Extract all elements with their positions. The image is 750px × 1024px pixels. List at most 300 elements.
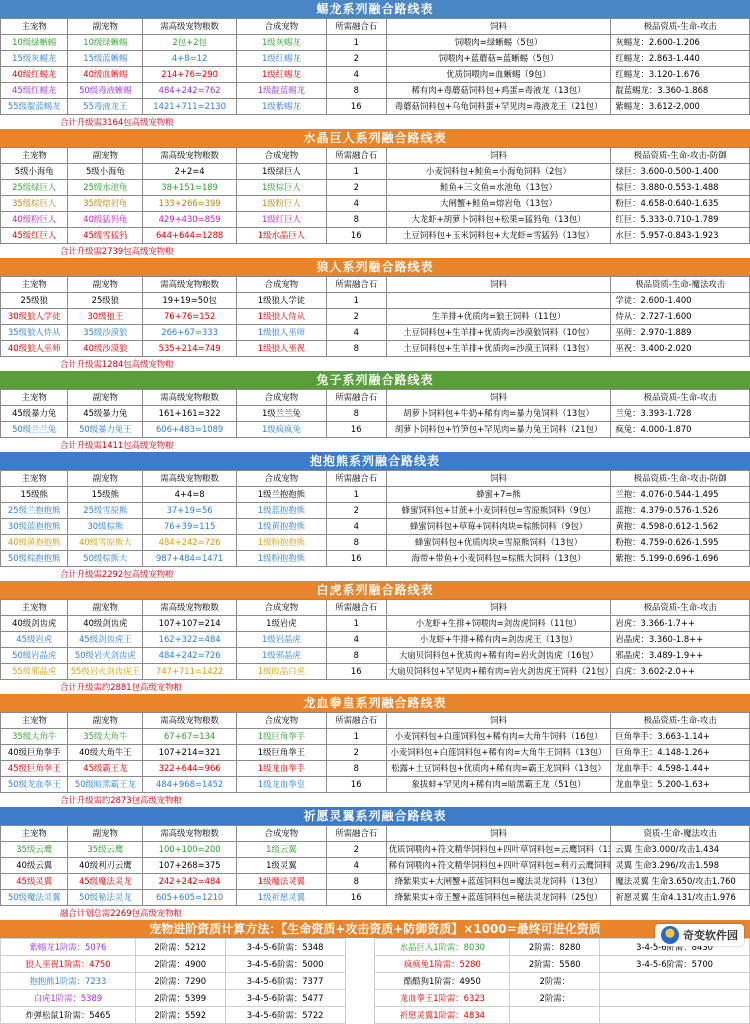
cell-quality: 水巨：5.957-0.843-1.923 — [611, 228, 750, 244]
cell-main: 35级狼人侍从 — [1, 325, 68, 341]
section-title: 水晶巨人系列融合路线表 — [0, 129, 750, 147]
cell-sub: 25级雪原熊 — [68, 503, 143, 519]
cell-result: 1级疯疯兔 — [236, 422, 326, 438]
cell-feed: 大扇贝饲料包+优质肉+稀有肉=岩火剑齿虎（16包） — [386, 648, 611, 664]
cell-stones: 16 — [326, 551, 386, 567]
table-row — [1, 648, 750, 664]
header-result-pet: 合成宠物 — [236, 471, 326, 487]
cell-feed: 饲喂肉+蓝蘑菇=蓝蜥蜴（5包） — [386, 51, 611, 67]
cell-result: 1级蓝抱抱熊 — [236, 503, 326, 519]
cell-sub: 25级水池龟 — [68, 180, 143, 196]
cell-quality: 邪晶虎：3.489-1.9++ — [611, 648, 750, 664]
advance-row — [1, 939, 750, 956]
advance-left-c: 3-4-5-6阶需：5000 — [225, 956, 345, 973]
header-food-needed: 需高级宠物粮数 — [143, 148, 237, 164]
table-row — [1, 519, 750, 535]
header-stones: 所需融合石 — [326, 600, 386, 616]
cell-main: 25级绿巨人 — [1, 180, 68, 196]
advance-right-b — [510, 1007, 600, 1024]
table-row — [1, 616, 750, 632]
cell-stones: 16 — [326, 664, 386, 680]
cell-main: 10级绿蜥蜴 — [1, 35, 68, 51]
table-row — [1, 422, 750, 438]
header-stones: 所需融合石 — [326, 713, 386, 729]
fusion-table — [0, 18, 750, 115]
advance-spacer — [345, 990, 375, 1007]
cell-food: 162+322=484 — [143, 632, 237, 648]
cell-food: 484+242=726 — [143, 535, 237, 551]
cell-quality: 紫抱：5.199-0.696-1.696 — [611, 551, 750, 567]
table-header-row — [1, 390, 750, 406]
advance-right-c — [600, 1007, 750, 1024]
cell-result: 1级粉抱抱熊 — [236, 551, 326, 567]
cell-sub: 55级岩火剑齿虎王 — [68, 664, 143, 680]
table-row — [1, 777, 750, 793]
table-row — [1, 83, 750, 99]
header-quality: 资质-生命-魔法攻击 — [611, 826, 750, 842]
header-result-pet: 合成宠物 — [236, 148, 326, 164]
cell-sub: 40级雪原熊大 — [68, 535, 143, 551]
header-main-pet: 主宠物 — [1, 148, 68, 164]
header-sub-pet: 副宠物 — [68, 600, 143, 616]
advance-left-c: 3-4-5-6阶需：5348 — [225, 939, 345, 956]
cell-feed: 稀有饲喂肉+符文精华饲料包+四叶草饲料包=利刃云鹰饲料 — [386, 858, 611, 874]
cell-food: 100+100=200 — [143, 842, 237, 858]
cell-feed: 土豆饲料包+玉米饲料包+大龙虾=雪猛犸（13包） — [386, 228, 611, 244]
cell-stones: 8 — [326, 341, 386, 357]
section-title: 龙血拳皇系列融合路线表 — [0, 694, 750, 712]
cell-sub: 40级沙漠狼 — [68, 341, 143, 357]
cell-stones: 4 — [326, 325, 386, 341]
cell-food: 535+214=749 — [143, 341, 237, 357]
advance-row — [1, 990, 750, 1007]
table-header-row — [1, 19, 750, 35]
cell-quality: 魔法灵翼 生命3.650/攻击1.760 — [611, 874, 750, 890]
cell-feed: 蜂蜜+7=熊 — [386, 487, 611, 503]
table-row — [1, 503, 750, 519]
advance-right-a: 水晶巨人1阶需：8030 — [375, 939, 510, 956]
advance-left-b: 2阶需：5592 — [135, 1007, 225, 1024]
table-row — [1, 325, 750, 341]
table-row — [1, 632, 750, 648]
cell-sub: 15级蓝蜥蜴 — [68, 51, 143, 67]
cell-main: 50级兰兰兔 — [1, 422, 68, 438]
table-row — [1, 164, 750, 180]
cell-sub: 40级血蜥蜴 — [68, 67, 143, 83]
cell-quality: 兰兔：3.393-1.728 — [611, 406, 750, 422]
cell-stones: 1 — [326, 35, 386, 51]
cell-stones: 8 — [326, 648, 386, 664]
advance-spacer — [345, 939, 375, 956]
table-row — [1, 341, 750, 357]
cell-feed: 大闸蟹+鲑鱼=熔岩龟（13包） — [386, 196, 611, 212]
cell-sub: 45级雪猛犸 — [68, 228, 143, 244]
table-header-row — [1, 277, 750, 293]
header-result-pet: 合成宠物 — [236, 19, 326, 35]
header-sub-pet: 副宠物 — [68, 826, 143, 842]
cell-main: 45级暴力兔 — [1, 406, 68, 422]
header-quality: 极品资质-生命-攻击 — [611, 390, 750, 406]
advance-left-b: 2阶需：5399 — [135, 990, 225, 1007]
cell-food: 747+711=1422 — [143, 664, 237, 680]
cell-main: 45级灵翼 — [1, 874, 68, 890]
cell-result: 1级灰蜴龙 — [236, 35, 326, 51]
header-sub-pet: 副宠物 — [68, 148, 143, 164]
cell-quality: 蓝抱：4.379-0.576-1.526 — [611, 503, 750, 519]
cell-stones: 1 — [326, 487, 386, 503]
advance-left-c: 3-4-5-6阶需：7377 — [225, 973, 345, 990]
cell-result: 1级红蜴龙 — [236, 67, 326, 83]
cell-result: 1级岩晶虎 — [236, 632, 326, 648]
cell-stones: 1 — [326, 616, 386, 632]
cell-result: 1级云翼 — [236, 842, 326, 858]
cell-quality: 龙血拳皇：5.200-1.63+ — [611, 777, 750, 793]
cell-feed: 象拔蚌+罕见肉+稀有肉=暗黑霸王龙（51包） — [386, 777, 611, 793]
cell-food: 322+644=966 — [143, 761, 237, 777]
cell-quality: 巨角拳手：3.663-1.14+ — [611, 729, 750, 745]
table-row — [1, 228, 750, 244]
fusion-table — [0, 147, 750, 244]
table-row — [1, 842, 750, 858]
cell-quality: 兰抱：4.076-0.544-1.495 — [611, 487, 750, 503]
header-sub-pet: 副宠物 — [68, 713, 143, 729]
table-header-row — [1, 826, 750, 842]
header-feed: 饲料 — [386, 390, 611, 406]
cell-quality: 龙血拳手：4.598-1.44+ — [611, 761, 750, 777]
header-result-pet: 合成宠物 — [236, 390, 326, 406]
cell-result: 1级巨角拳手 — [236, 729, 326, 745]
cell-food: 107+268=375 — [143, 858, 237, 874]
header-food-needed: 需高级宠物粮数 — [143, 19, 237, 35]
cell-food: 37+19=56 — [143, 503, 237, 519]
cell-main: 50级魔法灵翼 — [1, 890, 68, 906]
section-title: 蜴龙系列融合路线表 — [0, 0, 750, 18]
section-total: 合计升级需2292包高级宠物粮 — [0, 567, 750, 581]
table-row — [1, 858, 750, 874]
cell-feed: 蜂蜜饲料包+甘蔗+小麦饲料包=雪原熊饲料（9包） — [386, 503, 611, 519]
cell-feed: 小龙虾+牛排+稀有肉=剑齿虎王（13包） — [386, 632, 611, 648]
fusion-table — [0, 712, 750, 793]
cell-stones: 1 — [326, 164, 386, 180]
cell-result: 1级紫蜴龙 — [236, 99, 326, 115]
cell-quality: 祈愿灵翼 生命4.131/攻击1.976 — [611, 890, 750, 906]
cell-quality: 学徒：2.600-1.400 — [611, 293, 750, 309]
cell-result: 1级粉抱抱熊 — [236, 535, 326, 551]
header-stones: 所需融合石 — [326, 390, 386, 406]
cell-sub: 40级大角牛王 — [68, 745, 143, 761]
cell-main: 25级兰抱抱熊 — [1, 503, 68, 519]
header-main-pet: 主宠物 — [1, 390, 68, 406]
header-quality: 极品资质-生命-攻击-防御 — [611, 471, 750, 487]
table-row — [1, 761, 750, 777]
header-quality: 极品资质-生命-魔法攻击 — [611, 277, 750, 293]
table-row — [1, 664, 750, 680]
section-total: 融合计划总需2269包高级宠物粮 — [0, 906, 750, 920]
table-header-row — [1, 713, 750, 729]
header-sub-pet: 副宠物 — [68, 277, 143, 293]
cell-stones: 8 — [326, 212, 386, 228]
cell-quality: 灵翼 生命3.296/攻击1.598 — [611, 858, 750, 874]
cell-result: 1级兰抱抱熊 — [236, 487, 326, 503]
cell-food: 76+76=152 — [143, 309, 237, 325]
cell-food: 606+483=1089 — [143, 422, 237, 438]
header-sub-pet: 副宠物 — [68, 19, 143, 35]
cell-quality: 紫蜴龙：3.612-2.000 — [611, 99, 750, 115]
cell-food: 987+484=1471 — [143, 551, 237, 567]
cell-quality: 红蜴龙：2.863-1.440 — [611, 51, 750, 67]
cell-food: 67+67=134 — [143, 729, 237, 745]
cell-food: 76+39=115 — [143, 519, 237, 535]
cell-feed: 毒蘑菇饲料包+乌龟饲料蛋+罕见肉=毒液龙王（21包） — [386, 99, 611, 115]
header-stones: 所需融合石 — [326, 471, 386, 487]
cell-quality: 侍从：2.727-1.600 — [611, 309, 750, 325]
cell-result: 1级红巨人 — [236, 212, 326, 228]
table-row — [1, 35, 750, 51]
cell-stones: 4 — [326, 632, 386, 648]
header-food-needed: 需高级宠物粮数 — [143, 390, 237, 406]
table-row — [1, 99, 750, 115]
cell-quality: 云翼 生命3.000/攻击1.434 — [611, 842, 750, 858]
cell-sub: 50级暗黑霸王龙 — [68, 777, 143, 793]
cell-feed: 海带+带鱼+小麦饲料包=棕熊大饲料（13包） — [386, 551, 611, 567]
cell-stones: 16 — [326, 777, 386, 793]
table-row — [1, 180, 750, 196]
advance-left-a: 炸弹松鼠1阶需：5465 — [1, 1007, 136, 1024]
fusion-table — [0, 470, 750, 567]
advance-right-b: 2阶需：5580 — [510, 956, 600, 973]
advance-right-a: 祈愿灵翼1阶需：4834 — [375, 1007, 510, 1024]
table-row — [1, 406, 750, 422]
section-total: 合计升级需2739包高级宠物粮 — [0, 244, 750, 258]
advance-left-b: 2阶需：5212 — [135, 939, 225, 956]
cell-food: 429+430=859 — [143, 212, 237, 228]
cell-sub: 50级秘法灵龙 — [68, 890, 143, 906]
section-title: 狼人系列融合路线表 — [0, 258, 750, 276]
cell-sub: 50级暴力兔王 — [68, 422, 143, 438]
advance-right-b: 2阶需： — [510, 973, 600, 990]
cell-result: 1级狼人巫祝 — [236, 341, 326, 357]
cell-quality: 黄抱：4.598-0.612-1.562 — [611, 519, 750, 535]
watermark-text: 奇变软件园 — [683, 927, 738, 943]
advance-right-c: 3-4-5-6阶需：8430 — [600, 939, 750, 956]
cell-main: 35级云鹰 — [1, 842, 68, 858]
cell-sub: 45级剑齿虎王 — [68, 632, 143, 648]
advance-right-c — [600, 973, 750, 990]
header-feed: 饲料 — [386, 19, 611, 35]
cell-stones: 8 — [326, 874, 386, 890]
cell-sub: 55毒液龙王 — [68, 99, 143, 115]
cell-quality: 粉抱：4.759-0.626-1.595 — [611, 535, 750, 551]
cell-sub: 45级霸王龙 — [68, 761, 143, 777]
table-row — [1, 890, 750, 906]
table-header-row — [1, 148, 750, 164]
header-stones: 所需融合石 — [326, 277, 386, 293]
cell-feed: 土豆饲料包+生羊排+优质肉=沙漠王饲料（13包） — [386, 341, 611, 357]
cell-sub: 40级剑齿虎 — [68, 616, 143, 632]
cell-feed: 胡萝卜饲料包+牛奶+稀有肉=暴力兔饲料（13包） — [386, 406, 611, 422]
advance-right-a: 疯疯兔1阶需：5280 — [375, 956, 510, 973]
advance-left-a: 抱抱熊1阶需：7233 — [1, 973, 136, 990]
cell-main: 35级棕巨人 — [1, 196, 68, 212]
cell-food: 214+76=290 — [143, 67, 237, 83]
cell-sub: 30级棕熊 — [68, 519, 143, 535]
footer-title: 宠物进阶资质计算方法：【生命资质+攻击资质+防御资质】×1000=最终可进化资质 — [0, 920, 750, 938]
cell-stones: 2 — [326, 842, 386, 858]
table-row — [1, 51, 750, 67]
header-stones: 所需融合石 — [326, 148, 386, 164]
advance-right-c: 3-4-5-6阶需：5700 — [600, 956, 750, 973]
advance-right-c — [600, 990, 750, 1007]
section-total: 合计升级需3164包高级宠物粮 — [0, 115, 750, 129]
header-food-needed: 需高级宠物粮数 — [143, 713, 237, 729]
table-row — [1, 196, 750, 212]
cell-sub: 35级云鹰 — [68, 842, 143, 858]
cell-stones: 8 — [326, 761, 386, 777]
cell-main: 40级粉巨人 — [1, 212, 68, 228]
cell-sub: 35级熔岩龟 — [68, 196, 143, 212]
cell-stones: 2 — [326, 180, 386, 196]
header-food-needed: 需高级宠物粮数 — [143, 826, 237, 842]
header-main-pet: 主宠物 — [1, 600, 68, 616]
table-row — [1, 212, 750, 228]
cell-quality: 灰蜴龙：2.600-1.206 — [611, 35, 750, 51]
cell-result: 1级龙血拳皇 — [236, 777, 326, 793]
header-result-pet: 合成宠物 — [236, 600, 326, 616]
cell-sub: 15级熊 — [68, 487, 143, 503]
header-main-pet: 主宠物 — [1, 713, 68, 729]
cell-stones: 16 — [326, 890, 386, 906]
cell-stones: 1 — [326, 293, 386, 309]
cell-quality: 粉巨：4.658-0.640-1.635 — [611, 196, 750, 212]
cell-feed: 土豆饲料包+生羊排+优质肉=沙漠狼饲料（10包） — [386, 325, 611, 341]
cell-food: 605+605=1210 — [143, 890, 237, 906]
cell-result: 1级邪晶虎 — [236, 648, 326, 664]
cell-food: 2包+2包 — [143, 35, 237, 51]
cell-feed: 稀有肉+毒蘑菇饲料包+鸡蛋=毒液龙（13包） — [386, 83, 611, 99]
header-feed: 饲料 — [386, 471, 611, 487]
advance-left-c: 3-4-5-6阶需：5722 — [225, 1007, 345, 1024]
advance-right-b: 2阶需： — [510, 990, 600, 1007]
cell-sub: 40级猛犸龟 — [68, 212, 143, 228]
cell-food: 266+67=333 — [143, 325, 237, 341]
watermark — [655, 924, 744, 946]
cell-result: 1级红蜴龙 — [236, 51, 326, 67]
cell-main: 45级岩虎 — [1, 632, 68, 648]
cell-sub: 10级绿蜥蜴 — [68, 35, 143, 51]
cell-stones: 16 — [326, 228, 386, 244]
cell-feed: 大扇贝饲料包+罕见肉+稀有肉=岩火剑齿虎王饲料（21包） — [386, 664, 611, 680]
cell-main: 40级黄抱抱熊 — [1, 535, 68, 551]
section-title: 兔子系列融合路线表 — [0, 371, 750, 389]
header-stones: 所需融合石 — [326, 826, 386, 842]
cell-main: 45级巨角拳王 — [1, 761, 68, 777]
cell-feed: 绛紫果实+帝王蟹+蓝莲饲料包=秘法灵龙饲料（25包） — [386, 890, 611, 906]
cell-quality: 巨角拳王：4.148-1.26+ — [611, 745, 750, 761]
table-row — [1, 729, 750, 745]
table-row — [1, 551, 750, 567]
cell-result: 1级魔法灵翼 — [236, 874, 326, 890]
cell-sub: 40级利刃云鹰 — [68, 858, 143, 874]
table-row — [1, 874, 750, 890]
section-total: 合计升级需约2881包高级宠物粮 — [0, 680, 750, 694]
cell-quality: 巫师：2.970-1.889 — [611, 325, 750, 341]
cell-quality: 疯兔：4.000-1.870 — [611, 422, 750, 438]
cell-feed: 小麦饲料包+白莲饲料包+稀有肉=大角牛饲料（16包） — [386, 729, 611, 745]
cell-main: 30级蓝抱抱熊 — [1, 519, 68, 535]
section-title: 祈愿灵翼系列融合路线表 — [0, 807, 750, 825]
advance-left-a: 白虎1阶需：5389 — [1, 990, 136, 1007]
cell-result: 1级棕巨人 — [236, 180, 326, 196]
header-main-pet: 主宠物 — [1, 19, 68, 35]
cell-stones: 2 — [326, 503, 386, 519]
header-result-pet: 合成宠物 — [236, 277, 326, 293]
cell-quality: 绿巨：3.600-0.500-1.400 — [611, 164, 750, 180]
cell-sub: 35级大角牛 — [68, 729, 143, 745]
cell-main: 30级狼人学徒 — [1, 309, 68, 325]
cell-feed: 大龙虾+胡萝卜饲料包+松果=猛犸龟（13包） — [386, 212, 611, 228]
cell-main: 15级熊 — [1, 487, 68, 503]
cell-quality: 白虎：3.602-2.0++ — [611, 664, 750, 680]
header-feed: 饲料 — [386, 826, 611, 842]
fusion-table — [0, 276, 750, 357]
cell-food: 1421+711=2130 — [143, 99, 237, 115]
cell-food: 4+8=12 — [143, 51, 237, 67]
header-feed: 饲料 — [386, 277, 611, 293]
cell-food: 107+214=321 — [143, 745, 237, 761]
cell-result: 1级祈愿灵翼 — [236, 890, 326, 906]
section-total: 合计升级需1411包高级宠物粮 — [0, 438, 750, 452]
section-total: 合计升级需约2873包高级宠物粮 — [0, 793, 750, 807]
table-row — [1, 487, 750, 503]
cell-sub: 50级毒液蜥蜴 — [68, 83, 143, 99]
cell-feed: 优质饲喂肉+符文精华饲料包+四叶草饲料包=云鹰饲料（13包） — [386, 842, 611, 858]
cell-stones: 4 — [326, 519, 386, 535]
cell-feed: 小龙虾+生排+饲喂肉=剑齿虎饲料（11包） — [386, 616, 611, 632]
header-quality: 极品资质-生命-攻击-防御 — [611, 148, 750, 164]
cell-stones: 2 — [326, 745, 386, 761]
cell-feed: 蜂蜜饲料包+草莓+饲料肉块=棕熊饲料（9包） — [386, 519, 611, 535]
table-header-row — [1, 600, 750, 616]
header-food-needed: 需高级宠物粮数 — [143, 277, 237, 293]
cell-food: 107+107=214 — [143, 616, 237, 632]
cell-stones: 8 — [326, 406, 386, 422]
cell-result: 1级狼人学徒 — [236, 293, 326, 309]
cell-main: 50级龙血拳王 — [1, 777, 68, 793]
cell-stones: 16 — [326, 99, 386, 115]
table-row — [1, 293, 750, 309]
cell-food: 484+968=1452 — [143, 777, 237, 793]
advance-spacer — [345, 1007, 375, 1024]
header-quality: 极品资质-生命-攻击 — [611, 713, 750, 729]
header-main-pet: 主宠物 — [1, 277, 68, 293]
cell-quality: 岩虎：3.366-1.7++ — [611, 616, 750, 632]
cell-feed: 松露+土豆饲料包+优质肉+稀有肉=霸王龙饲料（13包） — [386, 761, 611, 777]
cell-result: 1级水晶巨人 — [236, 228, 326, 244]
cell-main: 40级狼人巫师 — [1, 341, 68, 357]
advance-row — [1, 1007, 750, 1024]
cell-result: 1级灵翼 — [236, 858, 326, 874]
advance-spacer — [345, 956, 375, 973]
cell-food: 133+266=399 — [143, 196, 237, 212]
table-header-row — [1, 471, 750, 487]
cell-result: 1级龙血拳手 — [236, 761, 326, 777]
cell-feed: 生羊排+优质肉=狼王饲料（11包） — [386, 309, 611, 325]
cell-stones: 2 — [326, 51, 386, 67]
advance-left-b: 2阶需：4900 — [135, 956, 225, 973]
cell-stones: 16 — [326, 422, 386, 438]
header-feed: 饲料 — [386, 600, 611, 616]
advance-left-b: 2阶需：7290 — [135, 973, 225, 990]
